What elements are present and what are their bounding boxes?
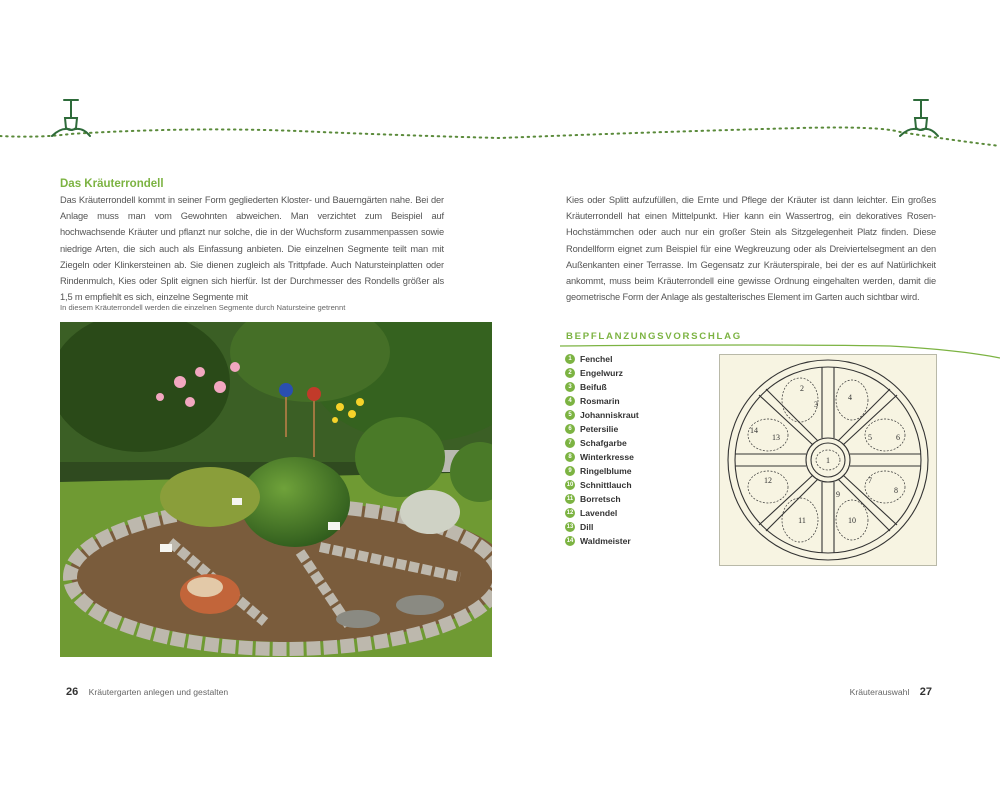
planting-diagram [719, 354, 937, 566]
list-item [565, 380, 639, 394]
page-number-left: 26 [66, 686, 79, 698]
list-item [565, 408, 639, 422]
list-item [565, 492, 639, 506]
herb-garden-photo [60, 322, 492, 657]
plant-name: Borretsch [580, 494, 621, 504]
shovel-icon [900, 100, 938, 136]
section-title: Das Kräuterrondell [60, 178, 164, 190]
header-decoration [0, 96, 1000, 156]
list-item [565, 478, 639, 492]
number-badge: 9 [565, 466, 575, 476]
plant-name: Winterkresse [580, 452, 634, 462]
planting-list [565, 352, 639, 548]
diagram-label: 9 [836, 490, 840, 499]
diagram-label: 3 [814, 400, 818, 409]
rondell-diagram-svg [720, 355, 936, 565]
plant-name: Fenchel [580, 354, 613, 364]
footer-right [850, 686, 940, 698]
diagram-label: 2 [800, 384, 804, 393]
diagram-label: 11 [798, 516, 806, 525]
number-badge: 7 [565, 438, 575, 448]
body-text-right: Kies oder Splitt aufzufüllen, die Ernte und Pflege der Kräuter ist dann leichter. Ein großes Kräuterrondell hat einen Mittelpunkt. Hier kann ein Wassertrog, ein dekoratives Rosen-Hochstämmchen oder auch nur ein großer Stein als Sitzgelegenheit Platz finden. Diese Rondellform eignet zum Beispiel für eine Wegkreuzung oder als Dreiviertelsegment an den Außenkanten einer Terrasse. Im Gegensatz zur Kräuterspirale, bei der es auf Natürlichkeit ankommt, muss beim Kräuterrondell eine gewisse Ordnung eingehalten werden, damit die geometrische Form der Anlage als gestalterisches Element im Garten auch sichtbar wird. [566, 195, 936, 303]
diagram-label: 8 [894, 486, 898, 495]
diagram-label: 6 [896, 433, 900, 442]
running-title-right: Kräuterauswahl [849, 687, 910, 697]
plant-name: Beifuß [580, 382, 607, 392]
list-item [565, 450, 639, 464]
number-badge: 2 [565, 368, 575, 378]
plant-name: Johanniskraut [580, 410, 639, 420]
number-badge: 12 [566, 510, 574, 516]
number-badge: 10 [566, 482, 574, 488]
diagram-label: 13 [772, 433, 780, 442]
photo-caption: In diesem Kräuterrondell werden die einzelnen Segmente durch Natursteine getrennt [60, 303, 346, 312]
shovel-icon [52, 100, 90, 136]
number-badge: 13 [566, 524, 574, 530]
footer-left [58, 686, 228, 698]
list-item [565, 422, 639, 436]
number-badge: 3 [565, 382, 575, 392]
page-number-right: 27 [919, 686, 932, 698]
list-item [565, 394, 639, 408]
list-item [565, 520, 639, 534]
plant-name: Schafgarbe [580, 438, 627, 448]
diagram-label: 12 [764, 476, 772, 485]
number-badge: 14 [566, 538, 574, 544]
list-item [565, 436, 639, 450]
diagram-label: 7 [868, 476, 872, 485]
plant-name: Rosmarin [580, 396, 620, 406]
number-badge: 8 [565, 452, 575, 462]
number-badge: 1 [565, 354, 575, 364]
plant-name: Petersilie [580, 424, 619, 434]
plant-name: Schnittlauch [580, 480, 632, 490]
plant-name: Engelwurz [580, 368, 623, 378]
plant-name: Dill [580, 522, 594, 532]
list-item [565, 464, 639, 478]
list-item [565, 506, 639, 520]
list-item [565, 352, 639, 366]
list-item [565, 366, 639, 380]
plant-name: Waldmeister [580, 536, 631, 546]
diagram-label: 5 [868, 433, 872, 442]
diagram-label: 14 [750, 426, 758, 435]
diagram-label: 4 [848, 393, 852, 402]
number-badge: 5 [565, 410, 575, 420]
diagram-label: 1 [826, 456, 830, 465]
number-badge: 4 [565, 396, 575, 406]
body-text-left: Das Kräuterrondell kommt in seiner Form gegliederten Kloster- und Bauerngärten nahe. Bei der Anlage muss man vom Gewohnten abweichen. Man verzichtet zum Beispiel auf hochwachsende Kräuter und pflanzt nur solche, die in der Wuchsform zusammenpassen sowie niedrige Arten, die sich auch als Einfassung anbieten. Die einzelnen Segmente teilt man mit Ziegeln oder Klinkersteinen ab. Sie dienen zugleich als Trittpfade. Auch Natursteinplatten oder Rindenmulch, Kies oder Split eignen sich hierfür. Ist der Durchmesser des Rondells größer als 1,5 m empfiehlt es sich, einzelne Segmente mit [60, 195, 444, 303]
plant-name: Ringelblume [580, 466, 632, 476]
diagram-label: 10 [848, 516, 856, 525]
running-title-left: Kräutergarten anlegen und gestalten [88, 687, 229, 697]
planting-heading: BEPFLANZUNGSVORSCHLAG [566, 331, 742, 342]
number-badge: 11 [566, 496, 574, 502]
plant-name: Lavendel [580, 508, 618, 518]
list-item [565, 534, 639, 548]
number-badge: 6 [565, 424, 575, 434]
